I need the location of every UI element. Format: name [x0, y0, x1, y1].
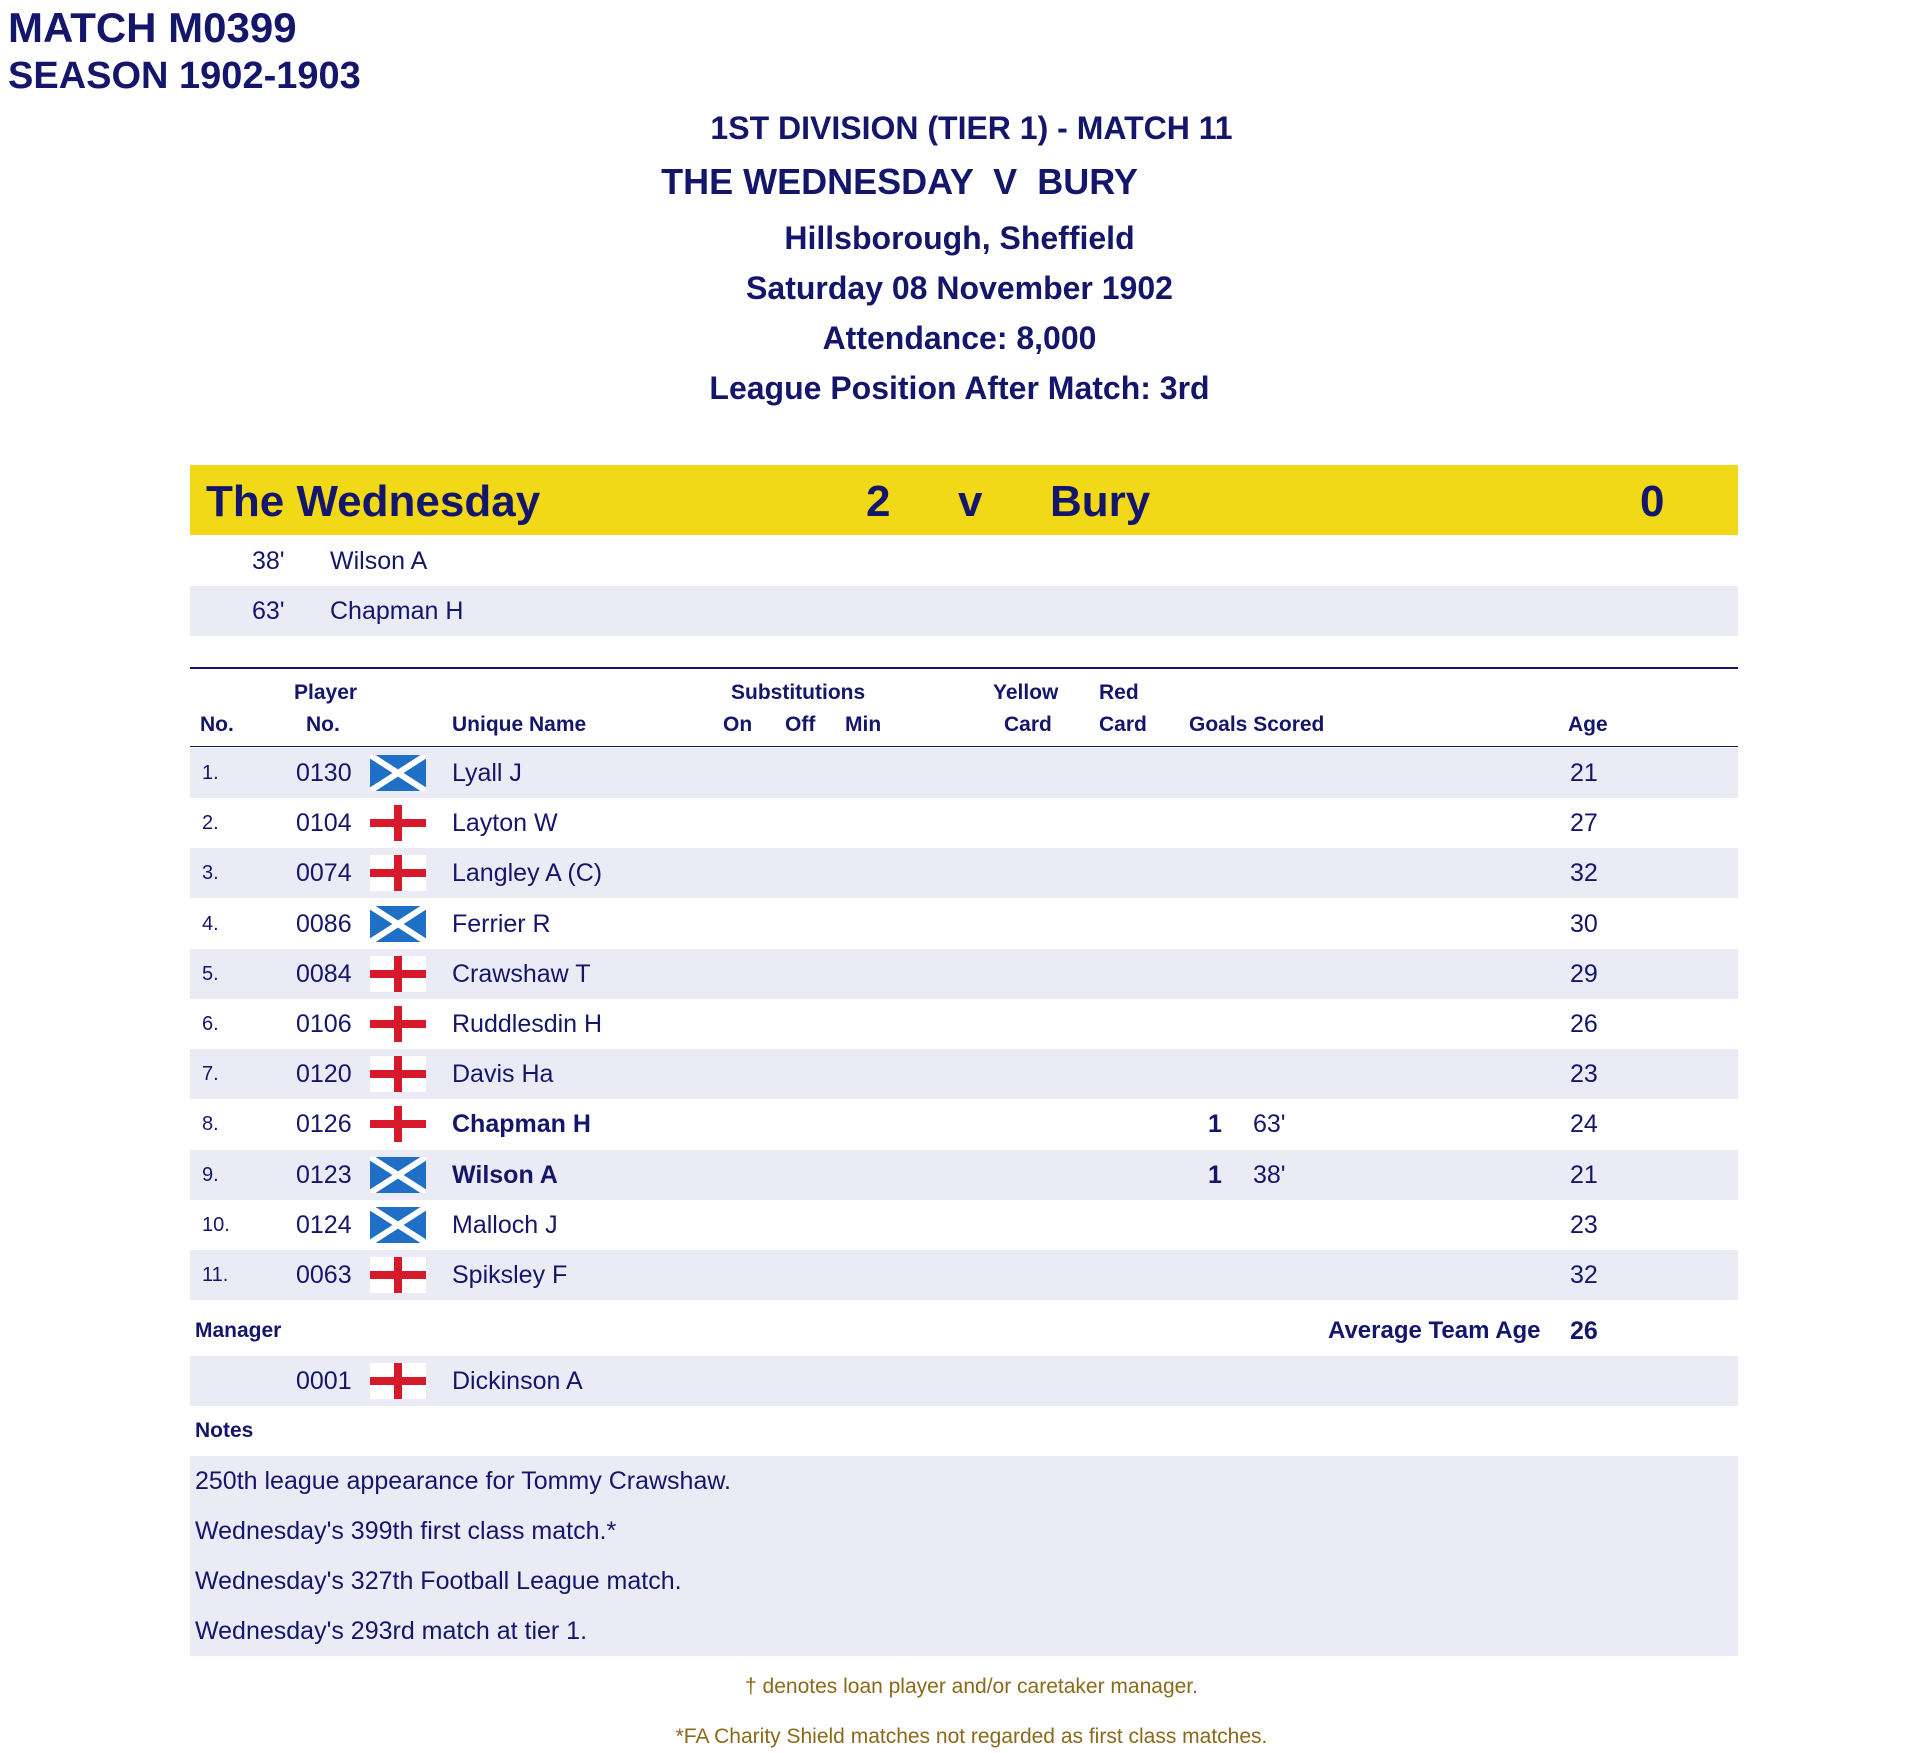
footnote-charity-shield: *FA Charity Shield matches not regarded as first class matches. — [675, 1725, 1268, 1748]
player-age: 24 — [1570, 1110, 1598, 1139]
table-row — [190, 848, 1738, 898]
home-goals: 2 — [866, 477, 891, 526]
shirt-number: 1. — [202, 762, 219, 784]
col-unique-name: Unique Name — [452, 713, 587, 736]
player-name: Davis Ha — [452, 1060, 554, 1089]
away-goals: 0 — [1640, 477, 1665, 526]
table-row — [190, 1049, 1738, 1099]
player-name: Crawshaw T — [452, 959, 591, 988]
goal-minute: 63' — [1253, 1110, 1286, 1139]
player-number: 0084 — [296, 959, 352, 988]
player-number: 0086 — [296, 909, 352, 938]
table-header-rule — [190, 746, 1738, 747]
goals-count: 1 — [1208, 1160, 1222, 1189]
shirt-number: 4. — [202, 912, 219, 935]
player-name: Ferrier R — [452, 909, 551, 938]
attendance: Attendance: 8,000 — [822, 320, 1097, 356]
goal-scorer: Chapman H — [330, 597, 464, 625]
goal-event — [190, 586, 1738, 636]
player-age: 32 — [1570, 1261, 1598, 1289]
scotland-flag-icon — [370, 1157, 426, 1193]
table-row — [190, 748, 1738, 798]
england-flag-icon — [370, 1006, 426, 1042]
player-age: 27 — [1570, 809, 1598, 838]
player-name: Langley A (C) — [452, 859, 603, 888]
col-red-line1: Red — [1099, 681, 1139, 704]
footnote-loan: † denotes loan player and/or caretaker manager. — [745, 1675, 1198, 1698]
col-yellow-line1: Yellow — [993, 681, 1059, 704]
england-flag-icon — [370, 1363, 426, 1399]
manager-number: 0001 — [296, 1367, 352, 1395]
goal-minute: 38' — [252, 547, 285, 575]
player-number: 0124 — [296, 1210, 352, 1239]
england-flag-icon — [370, 1257, 426, 1293]
shirt-number: 2. — [202, 812, 219, 835]
shirt-number: 9. — [202, 1163, 219, 1186]
col-no: No. — [200, 713, 234, 736]
average-age-label: Average Team Age — [1328, 1317, 1541, 1344]
player-name: Lyall J — [452, 759, 522, 787]
player-number: 0120 — [296, 1060, 352, 1089]
england-flag-icon — [370, 1106, 426, 1142]
player-number: 0063 — [296, 1261, 352, 1289]
col-substitutions: Substitutions — [731, 681, 866, 704]
versus-label: v — [958, 477, 983, 526]
match-id: MATCH M0399 — [8, 4, 297, 51]
player-name: Malloch J — [452, 1210, 558, 1239]
scotland-flag-icon — [370, 755, 426, 791]
scotland-flag-icon — [370, 1207, 426, 1243]
england-flag-icon — [370, 956, 426, 992]
col-red-line2: Card — [1099, 713, 1147, 736]
manager-label: Manager — [195, 1319, 282, 1342]
player-number: 0106 — [296, 1010, 352, 1038]
competition-title: 1ST DIVISION (TIER 1) - MATCH 11 — [710, 110, 1233, 146]
player-name: Chapman H — [452, 1110, 591, 1139]
player-number: 0123 — [296, 1160, 352, 1189]
col-yellow-line2: Card — [1004, 713, 1052, 736]
manager-name: Dickinson A — [452, 1367, 583, 1395]
goal-scorer: Wilson A — [330, 547, 428, 575]
player-name: Ruddlesdin H — [452, 1010, 603, 1038]
table-row — [190, 1099, 1738, 1149]
note-item: Wednesday's 399th first class match.* — [195, 1517, 617, 1545]
venue: Hillsborough, Sheffield — [784, 220, 1135, 256]
shirt-number: 8. — [202, 1113, 219, 1136]
player-number: 0074 — [296, 859, 352, 888]
player-age: 26 — [1570, 1010, 1598, 1038]
home-team-name: The Wednesday — [206, 477, 541, 526]
england-flag-icon — [370, 1056, 426, 1092]
goal-minute: 38' — [1253, 1160, 1286, 1189]
note-item: Wednesday's 293rd match at tier 1. — [195, 1617, 588, 1645]
match-date: Saturday 08 November 1902 — [746, 270, 1173, 306]
table-row — [190, 1200, 1738, 1250]
note-item: 250th league appearance for Tommy Crawshaw. — [195, 1467, 731, 1495]
table-row — [190, 1150, 1738, 1200]
table-row — [190, 798, 1738, 848]
player-age: 21 — [1570, 1160, 1598, 1189]
manager-row — [190, 1356, 1738, 1406]
note-item: Wednesday's 327th Football League match. — [195, 1567, 682, 1595]
table-row — [190, 949, 1738, 999]
england-flag-icon — [370, 855, 426, 891]
player-number: 0104 — [296, 809, 352, 838]
fixture-title: THE WEDNESDAY V BURY — [661, 161, 1138, 202]
shirt-number: 11. — [202, 1264, 229, 1286]
scotland-flag-icon — [370, 906, 426, 942]
col-age: Age — [1568, 713, 1608, 736]
player-age: 29 — [1570, 959, 1598, 988]
england-flag-icon — [370, 805, 426, 841]
notes-label: Notes — [195, 1419, 254, 1442]
manager-header-row — [190, 1306, 1738, 1356]
player-number: 0130 — [296, 759, 352, 787]
player-name: Spiksley F — [452, 1261, 568, 1289]
goals-count: 1 — [1208, 1110, 1222, 1139]
shirt-number: 7. — [202, 1063, 219, 1086]
player-age: 32 — [1570, 859, 1598, 888]
player-number: 0126 — [296, 1110, 352, 1139]
player-age: 30 — [1570, 909, 1598, 938]
shirt-number: 5. — [202, 962, 219, 985]
season-label: SEASON 1902-1903 — [8, 55, 361, 97]
table-row — [190, 899, 1738, 949]
col-player-no-line2: No. — [306, 713, 340, 736]
table-top-rule — [190, 667, 1738, 669]
goal-event — [190, 536, 1738, 586]
shirt-number: 10. — [202, 1213, 230, 1236]
goal-minute: 63' — [252, 597, 285, 625]
table-row — [190, 999, 1738, 1049]
player-name: Wilson A — [452, 1160, 558, 1189]
shirt-number: 3. — [202, 862, 219, 885]
col-goals-scored: Goals Scored — [1189, 713, 1325, 736]
col-sub-min: Min — [845, 713, 882, 736]
col-sub-on: On — [723, 713, 753, 736]
table-row — [190, 1250, 1738, 1300]
col-sub-off: Off — [785, 713, 816, 736]
score-bar — [190, 465, 1738, 535]
player-age: 21 — [1570, 759, 1598, 787]
notes-block — [190, 1456, 1738, 1656]
notes-header-row — [190, 1406, 1738, 1456]
shirt-number: 6. — [202, 1013, 219, 1035]
league-position: League Position After Match: 3rd — [709, 370, 1210, 406]
player-age: 23 — [1570, 1060, 1598, 1089]
col-player-no-line1: Player — [294, 681, 358, 704]
player-age: 23 — [1570, 1210, 1598, 1239]
player-name: Layton W — [452, 809, 558, 838]
average-age-value: 26 — [1570, 1317, 1598, 1345]
away-team-name: Bury — [1050, 477, 1151, 526]
